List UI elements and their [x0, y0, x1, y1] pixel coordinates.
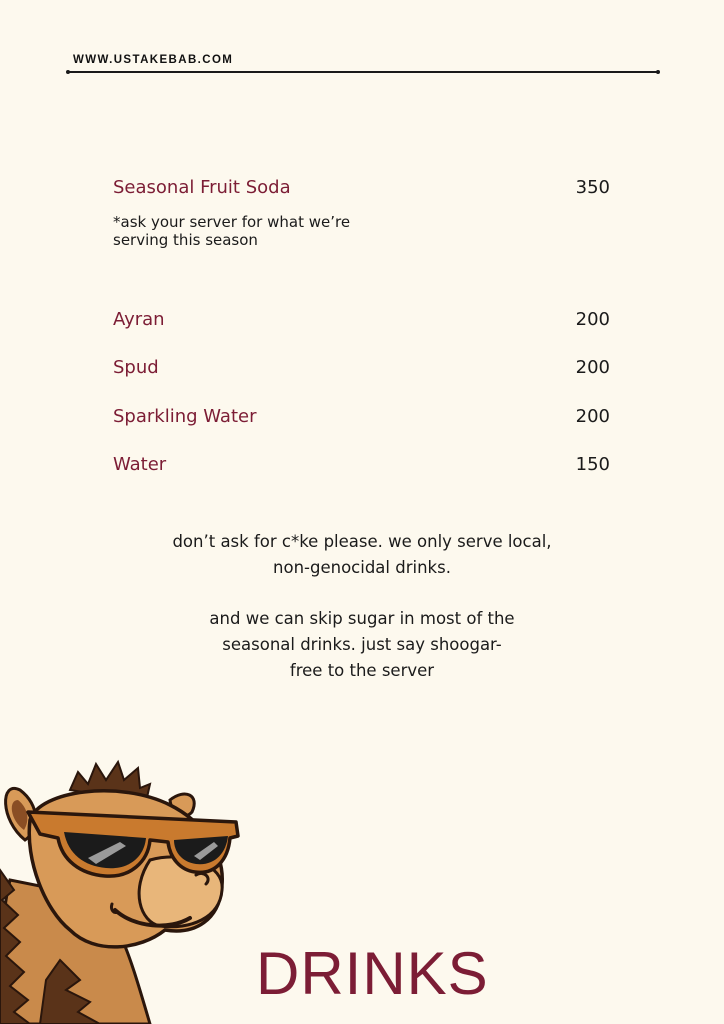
header-divider: [68, 71, 658, 73]
notice-line: don’t ask for c*ke please. we only serve local,: [172, 532, 552, 551]
camel-mascot-illustration: [0, 750, 260, 1024]
notice-no-coke: [62, 529, 662, 581]
notice-sugar-free: [62, 606, 662, 684]
menu-item-price: 200: [575, 309, 610, 330]
notice-line: and we can skip sugar in most of the: [209, 609, 515, 628]
menu-item-name: Sparkling Water: [113, 406, 257, 427]
site-url: WWW.USTAKEBAB.COM: [73, 54, 234, 66]
menu-item-name: Ayran: [113, 309, 165, 330]
notice-line: non-genocidal drinks.: [273, 558, 451, 577]
menu-item-note: *ask your server for what we’re serving this season: [113, 213, 351, 249]
notice-line: free to the server: [289, 661, 435, 680]
menu-item-price-seasonal-fruit-soda: 350: [575, 177, 610, 198]
menu-item-price: 200: [575, 357, 610, 378]
menu-item-name-seasonal-fruit-soda: Seasonal Fruit Soda: [113, 177, 291, 198]
section-title: DRINKS: [256, 940, 489, 1007]
menu-item-price: 200: [575, 406, 610, 427]
menu-item-name: Water: [113, 454, 167, 475]
menu-item-price: 150: [575, 454, 610, 475]
menu-item-name: Spud: [113, 357, 159, 378]
notice-line: seasonal drinks. just say shoogar-: [222, 635, 502, 654]
